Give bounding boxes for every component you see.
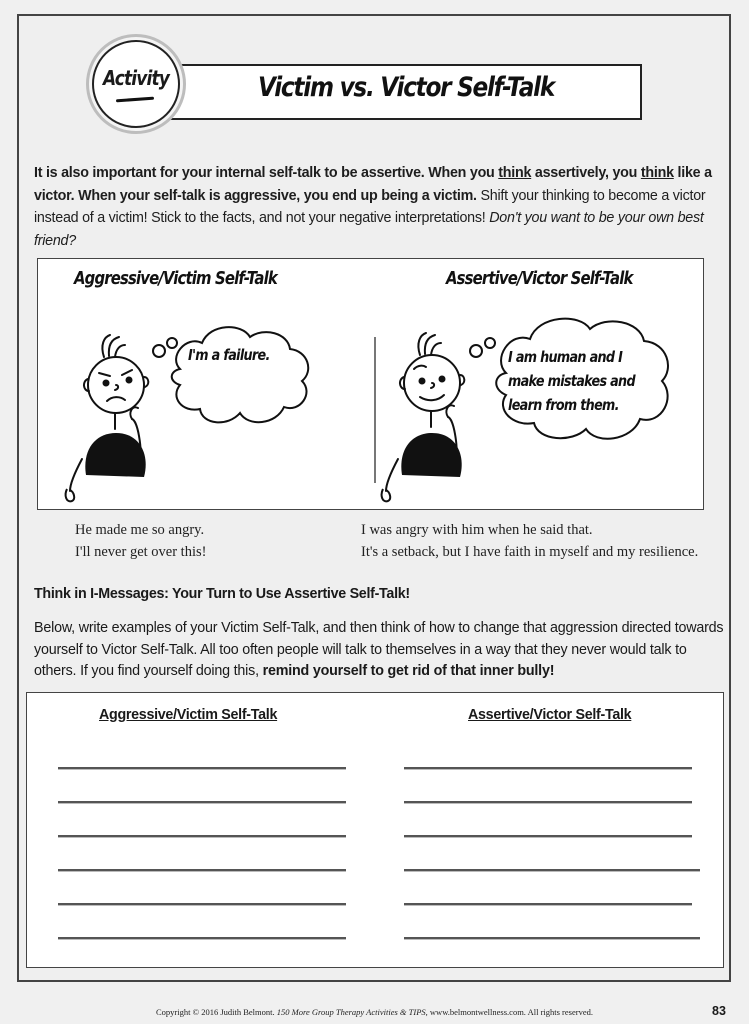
- victor-thought-line-1: I am human and I: [508, 348, 623, 366]
- instructions-paragraph: [34, 618, 724, 683]
- victim-write-line-6[interactable]: [58, 937, 346, 940]
- intro-bold-3: like a victor. When your self-talk is aggressive, you end up being a victim.: [34, 165, 712, 204]
- victor-write-line-6[interactable]: [404, 937, 700, 940]
- title-banner: [170, 64, 642, 120]
- intro-bold-2: assertively, you: [531, 165, 641, 181]
- section-heading: Think in I-Messages: Your Turn to Use Assertive Self-Talk!: [34, 586, 410, 602]
- page-title: Victim vs. Victor Self-Talk: [257, 72, 555, 103]
- intro-italic: Don't you want to be your own best friend?: [34, 210, 704, 249]
- intro-underline-think-2: think: [640, 165, 674, 181]
- victor-write-line-3[interactable]: [404, 835, 692, 838]
- illustration-heading-victim: Aggressive/Victim Self-Talk: [74, 269, 277, 289]
- worksheet-heading-victim: Aggressive/Victim Self-Talk: [99, 707, 278, 723]
- page-number: 83: [712, 1004, 726, 1018]
- victim-thought-text: I'm a failure.: [188, 346, 270, 364]
- instructions-regular: Below, write examples of your Victim Self-Talk, and then think of how to change that aggression directed towards yourself to Victor Self-Talk. All too often people will talk to themselves in a way that they never would talk to others. If you find yourself doing this,: [34, 620, 724, 679]
- victim-write-line-5[interactable]: [58, 903, 346, 906]
- instructions-bold: remind yourself to get rid of that inner bully!: [262, 663, 555, 679]
- copyright-suffix: , www.belmontwellness.com. All rights reserved.: [425, 1007, 593, 1017]
- activity-badge-label: Activity: [103, 66, 169, 90]
- intro-underline-think-1: think: [498, 165, 532, 181]
- victor-thought-line-3: learn from them.: [508, 396, 619, 414]
- victim-example-1: He made me so angry.: [75, 522, 205, 538]
- illustration-panel: [37, 258, 704, 510]
- victim-write-line-2[interactable]: [58, 801, 346, 804]
- intro-regular: Shift your thinking to become a victor instead of a victim! Stick to the facts, and not your negative interpretations!: [34, 187, 706, 226]
- frowning-stick-figure-icon: [52, 309, 372, 504]
- book-title: 150 More Group Therapy Activities & TIPS: [276, 1007, 426, 1017]
- victim-write-line-1[interactable]: [58, 767, 346, 770]
- victor-write-line-1[interactable]: [404, 767, 692, 770]
- intro-bold-1: It is also important for your internal self-talk to be assertive. When you: [34, 165, 499, 181]
- victim-example-2: I'll never get over this!: [75, 544, 207, 560]
- victor-example-1: I was angry with him when he said that.: [361, 522, 593, 538]
- victor-write-line-2[interactable]: [404, 801, 692, 804]
- victim-write-line-4[interactable]: [58, 869, 346, 872]
- victor-write-line-5[interactable]: [404, 903, 692, 906]
- victor-thought-text: [508, 345, 635, 417]
- victor-example-2: It's a setback, but I have faith in myself and my resilience.: [361, 544, 699, 560]
- victor-write-line-4[interactable]: [404, 869, 700, 872]
- copyright-prefix: Copyright © 2016 Judith Belmont.: [156, 1007, 277, 1017]
- victor-thought-line-2: make mistakes and: [508, 372, 635, 390]
- worksheet-heading-victor: Assertive/Victor Self-Talk: [468, 707, 632, 723]
- intro-paragraph: [34, 162, 718, 252]
- worksheet-box: [26, 692, 724, 968]
- victim-write-line-3[interactable]: [58, 835, 346, 838]
- copyright-footer: [0, 1007, 749, 1017]
- illustration-heading-victor: Assertive/Victor Self-Talk: [446, 269, 633, 289]
